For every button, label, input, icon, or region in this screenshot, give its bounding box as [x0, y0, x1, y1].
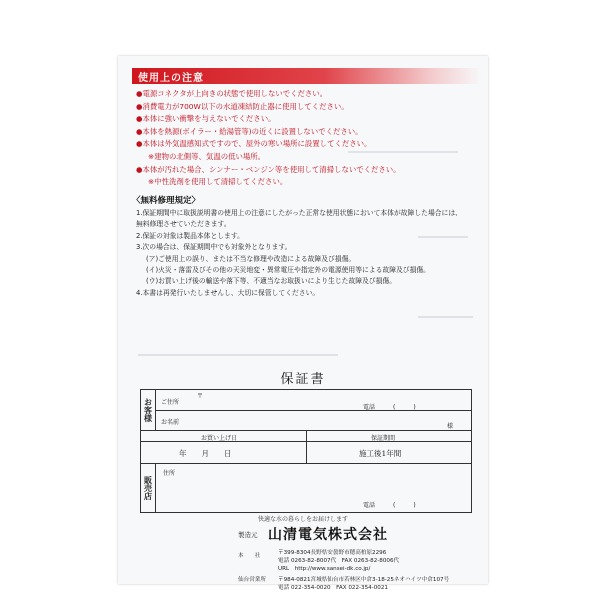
caution-item: ●消費電力が700W以下の水道凍結防止器に使用してください。: [136, 101, 349, 111]
repair-term-line: (ウ)お買い上げ後の輸送や落下等、不適当なお取扱いにより生じた故障及び損傷。: [146, 277, 396, 286]
repair-term-line: (イ)火災・落雷及びその他の天災地変・異常電圧や指定外の電源使用等による故障及び損傷。: [146, 266, 430, 275]
head-office-label: 本 社: [238, 553, 261, 559]
warranty-period-value: 施工後1年間: [359, 449, 402, 458]
caution-note: ※中性洗剤を使用して清掃してください。: [148, 177, 288, 187]
customer-divider: [155, 410, 471, 411]
repair-term-line: 3.次の場合は、保証期間中でも対象外となります。: [136, 243, 292, 252]
caution-item: ●本体は外気温感知式ですので、屋外の寒い場所に設置してください。: [136, 139, 372, 149]
certificate-title: 保証書: [280, 372, 326, 387]
dealer-phone-field[interactable]: ( ): [393, 502, 416, 509]
head-office-url[interactable]: URL http://www.sansei-dk.co.jp/: [278, 566, 371, 572]
repair-term-line: 1.保証期間中に取扱説明書の使用上の注意にしたがった正常な使用状態において本体が故障した場合には、: [136, 209, 462, 217]
caution-item: ●本体に強い衝撃を与えないでください。: [136, 114, 276, 124]
caution-item: ●電源コネクタが上向きの状態で使用しないでください。: [136, 89, 328, 98]
warranty-period-label: 保証期間: [371, 435, 396, 442]
warranty-sheet: [118, 56, 488, 591]
caution-list: [136, 88, 481, 189]
customer-phone-field[interactable]: ( ): [393, 404, 416, 411]
purchase-date-field[interactable]: 年 月 日: [179, 449, 232, 458]
repair-term-line: 4.本書は再発行いたしませんし、大切に保管してください。: [136, 288, 320, 297]
show-through-line: [418, 316, 473, 318]
caution-item: ●本体を熱源(ボイラー・給湯管等)の近くに設置しないでください。: [136, 126, 363, 136]
customer-section-label: お客様: [141, 390, 156, 430]
sendai-office-tel-fax: 電話 022-354-0020 FAX 022-354-0021: [278, 585, 388, 591]
purchase-header-line: [141, 441, 471, 442]
caution-title: 使用上の注意: [138, 73, 204, 84]
company-tagline: 快適な水の暮らしをお届けします: [257, 516, 348, 523]
customer-address-field[interactable]: [187, 392, 357, 408]
caution-item: ●本体が汚れた場合、シンナー・ベンジン等を使用して清掃しないでください。: [136, 164, 401, 174]
repair-term-line: 2.保証の対象は製品本体とします。: [136, 231, 244, 240]
purchase-date-label: お買い上げ日: [201, 435, 238, 442]
head-office-tel-fax: 電話 0263-82-8007代 FAX 0263-82-8006代: [278, 558, 400, 564]
head-office-info: [278, 549, 399, 573]
sendai-office-label: 仙台営業所: [238, 577, 266, 583]
honorific: 様: [447, 423, 454, 430]
name-label: お名前: [161, 419, 180, 426]
dealer-address-field[interactable]: [185, 466, 465, 492]
customer-name-field[interactable]: [187, 412, 437, 428]
sendai-office-info: [278, 576, 449, 592]
show-through-line: [138, 354, 338, 356]
purchase-block: [141, 431, 471, 464]
customer-block: [141, 390, 471, 431]
repair-term-line: 無料修理させていただきます。: [136, 220, 231, 229]
head-office-address: 〒399-8304長野県安曇野市穂高柏原2296: [278, 550, 387, 556]
warranty-form: [140, 389, 472, 513]
dealer-block: [141, 464, 471, 512]
repair-terms-body: [136, 208, 481, 299]
dealer-address-label: 住所: [163, 470, 176, 477]
caution-note: ※建物の北側等、気温の低い場所。: [148, 151, 266, 161]
repair-term-line: (ア)ご使用上の誤り、または不当な修理や改造による故障及び損傷。: [146, 254, 356, 263]
repair-terms-title: 〈無料修理規定〉: [132, 196, 201, 206]
purchase-divider: [306, 431, 307, 463]
customer-phone-label: 電話: [363, 404, 376, 411]
dealer-section-label: 販売店: [141, 464, 156, 512]
address-label: ご住所: [161, 399, 180, 406]
sendai-office-address: 〒984-0821宮城県仙台市若林区中倉3-18-25ネオハイツ中倉107号: [278, 577, 450, 583]
maker-label: 製造元: [238, 531, 258, 539]
postal-mark: 〒: [197, 393, 204, 400]
dealer-phone-label: 電話: [363, 502, 376, 509]
maker-name: 山清電気株式会社: [268, 527, 388, 543]
